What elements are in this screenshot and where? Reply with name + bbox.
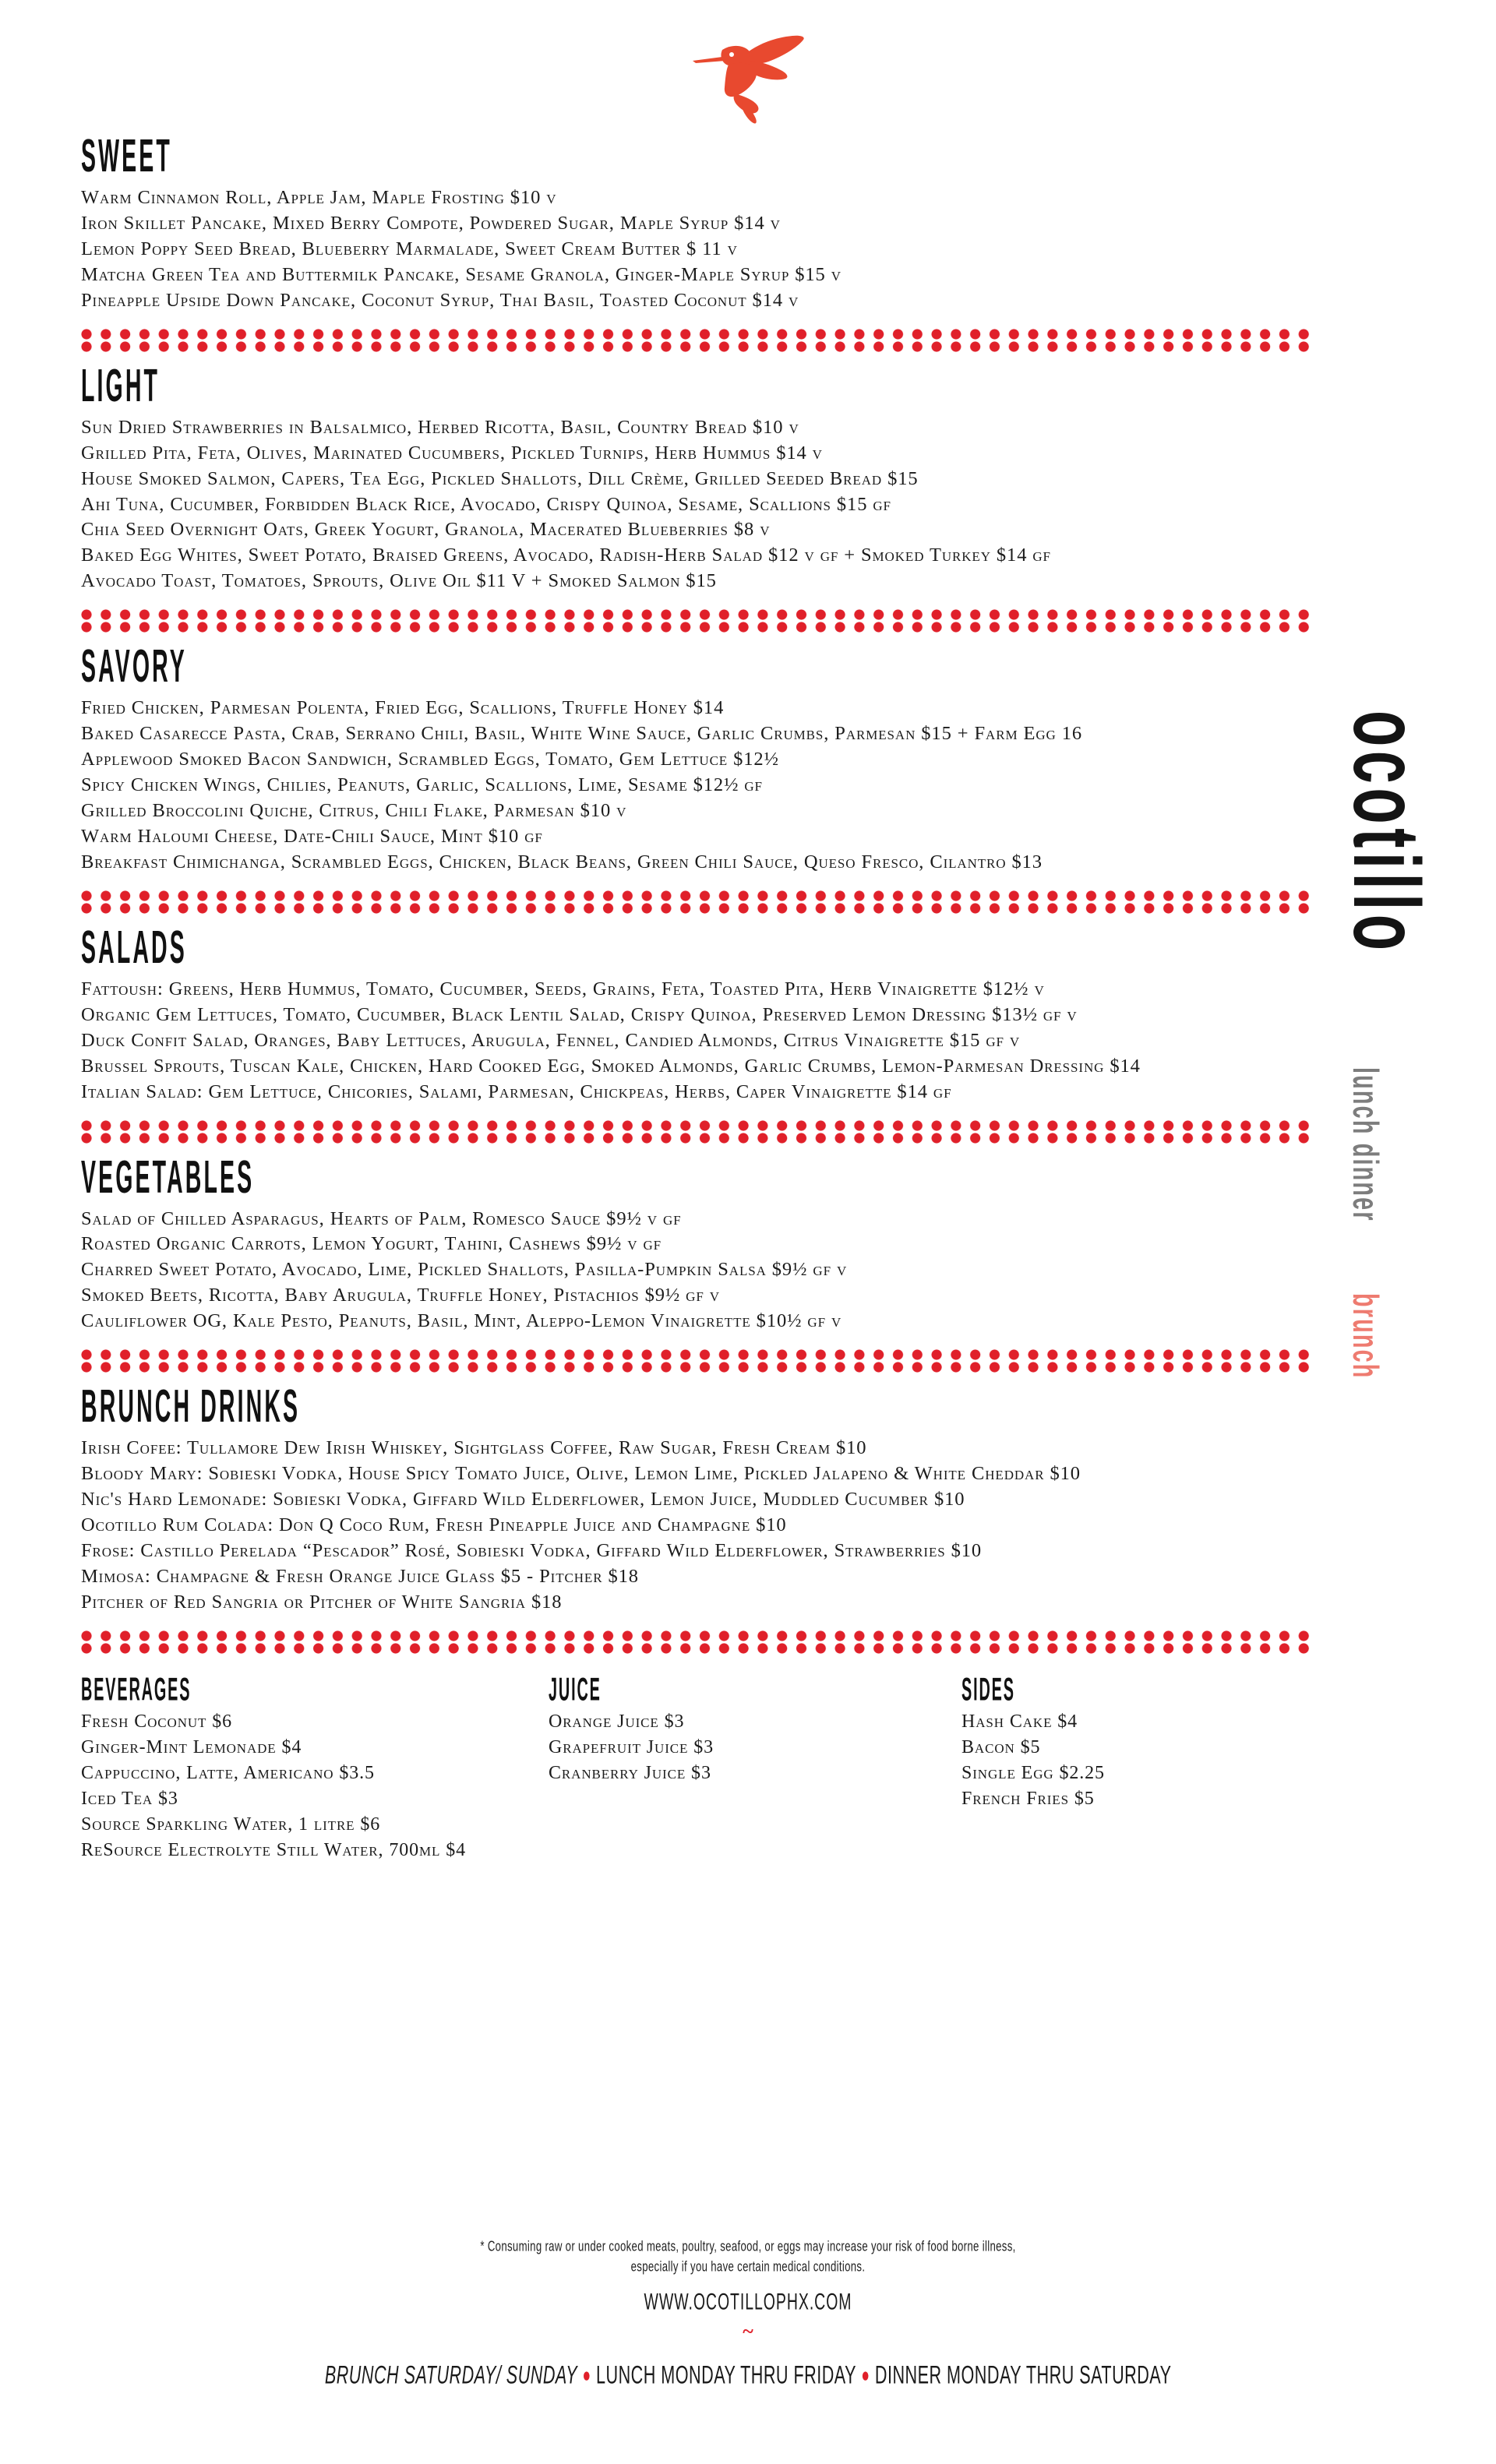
list-item: Fresh Coconut $6 (81, 1711, 233, 1732)
list-item: Hash Cake $4 (961, 1711, 1078, 1732)
hours-inner (325, 2361, 1172, 2390)
brand-sub-lunch-dinner: lunch dinner (1345, 1066, 1385, 1222)
column-items (961, 1709, 1289, 1812)
menu-section-light (81, 358, 1351, 595)
hours-brunch: BRUNCH SATURDAY/ SUNDAY (324, 2360, 577, 2389)
disclaimer-line-2: especially if you have certain medical conditions. (630, 2258, 866, 2275)
column-sides (961, 1670, 1289, 1864)
menu-item: House Smoked Salmon, Capers, Tea Egg, Pickled Shallots, Dill Crème, Grilled Seeded Bread $15 (81, 467, 919, 489)
menu-item: Grilled Pita, Feta, Olives, Marinated Cucumbers, Pickled Turnips, Herb Hummus $14 v (81, 442, 823, 464)
bullet-separator-icon: ● (582, 2363, 591, 2387)
dot-divider (81, 1119, 1317, 1146)
list-item: French Fries $5 (961, 1789, 1095, 1810)
column-items (549, 1709, 961, 1786)
column-heading: JUICE (549, 1670, 602, 1708)
menu-item: Organic Gem Lettuces, Tomato, Cucumber, Black Lentil Salad, Crispy Quinoa, Preserved Lemon Dressing $13½ gf v (81, 1003, 1078, 1025)
dot-divider (81, 328, 1317, 354)
menu-item: Roasted Organic Carrots, Lemon Yogurt, Tahini, Cashews $9½ v gf (81, 1233, 662, 1255)
menu-item: Bloody Mary: Sobieski Vodka, House Spicy Tomato Juice, Olive, Lemon Lime, Pickled Jalapeno & White Cheddar $10 (81, 1463, 1081, 1485)
menu-item: Baked Egg Whites, Sweet Potato, Braised Greens, Avocado, Radish-Herb Salad $12 v gf + Smoked Turkey $14 gf (81, 545, 1051, 566)
bottom-columns (81, 1670, 1351, 1864)
menu-item: Matcha Green Tea and Buttermilk Pancake, Sesame Granola, Ginger-Maple Syrup $15 v (81, 263, 842, 285)
menu-section-brunch-drinks (81, 1379, 1351, 1616)
menu-item: Breakfast Chimichanga, Scrambled Eggs, Chicken, Black Beans, Green Chili Sauce, Queso Fresco, Cilantro $13 (81, 851, 1043, 872)
menu-item: Warm Cinnamon Roll, Apple Jam, Maple Frosting $10 v (81, 187, 557, 208)
section-heading: BRUNCH DRINKS (81, 1379, 301, 1432)
dot-divider (81, 608, 1317, 635)
brand-sub-brunch: brunch (1345, 1292, 1385, 1380)
menu-item: Ahi Tuna, Cucumber, Forbidden Black Rice, Avocado, Crispy Quinoa, Sesame, Scallions $15 gf (81, 493, 891, 515)
list-item: Ginger-Mint Lemonade $4 (81, 1736, 302, 1757)
section-heading: LIGHT (81, 358, 161, 411)
section-heading: VEGETABLES (81, 1149, 255, 1203)
dot-divider (81, 890, 1317, 916)
menu-section-salads (81, 920, 1351, 1105)
menu-item: Pineapple Upside Down Pancake, Coconut Syrup, Thai Basil, Toasted Coconut $14 v (81, 289, 799, 311)
menu-item: Chia Seed Overnight Oats, Greek Yogurt, Granola, Macerated Blueberries $8 v (81, 519, 771, 541)
vertical-brand-rotated (1334, 710, 1440, 1413)
column-beverages (81, 1670, 549, 1864)
menu-item: Avocado Toast, Tomatoes, Sprouts, Olive Oil $11 V + Smoked Salmon $15 (81, 570, 717, 592)
menu-item: Salad of Chilled Asparagus, Hearts of Palm, Romesco Sauce $9½ v gf (81, 1207, 682, 1229)
menu-item: Applewood Smoked Bacon Sandwich, Scrambled Eggs, Tomato, Gem Lettuce $12½ (81, 749, 779, 770)
menu-item: Fattoush: Greens, Herb Hummus, Tomato, Cucumber, Seeds, Grains, Feta, Toasted Pita, Herb Vinaigrette $12½ v (81, 978, 1045, 999)
hours-lunch: LUNCH MONDAY THRU FRIDAY (595, 2360, 856, 2389)
dot-divider (81, 1348, 1317, 1375)
menu-item: Cauliflower OG, Kale Pesto, Peanuts, Basil, Mint, Aleppo-Lemon Vinaigrette $10½ gf v (81, 1310, 842, 1332)
menu-item: Ocotillo Rum Colada: Don Q Coco Rum, Fresh Pineapple Juice and Champagne $10 (81, 1514, 787, 1535)
brand-name: ocotillo (1334, 710, 1440, 955)
section-items (81, 696, 1351, 876)
menu-item: Irish Cofee: Tullamore Dew Irish Whiskey, Sightglass Coffee, Raw Sugar, Fresh Cream $10 (81, 1437, 867, 1459)
list-item: ReSource Electrolyte Still Water, 700ml $4 (81, 1840, 467, 1861)
section-items (81, 185, 1351, 314)
hours-bar (0, 2360, 1496, 2389)
dot-divider (81, 1630, 1317, 1656)
menu-item: Pitcher of Red Sangria or Pitcher of White Sangria $18 (81, 1591, 563, 1613)
hummingbird-icon (682, 26, 814, 128)
menu-section-vegetables (81, 1149, 1351, 1335)
menu-item: Warm Haloumi Cheese, Date-Chili Sauce, Mint $10 gf (81, 825, 543, 847)
menu-item: Smoked Beets, Ricotta, Baby Arugula, Truffle Honey, Pistachios $9½ gf v (81, 1285, 720, 1306)
list-item: Bacon $5 (961, 1736, 1041, 1757)
tilde-ornament: ~ (743, 2320, 753, 2343)
website-url[interactable]: WWW.OCOTILLOPHX.COM (644, 2289, 852, 2315)
menu-item: Iron Skillet Pancake, Mixed Berry Compote, Powdered Sugar, Maple Syrup $14 v (81, 212, 781, 234)
menu-item: Mimosa: Champagne & Fresh Orange Juice Glass $5 - Pitcher $18 (81, 1565, 639, 1587)
menu-item: Sun Dried Strawberries in Balsalmico, Herbed Ricotta, Basil, Country Bread $10 v (81, 416, 799, 438)
list-item: Orange Juice $3 (549, 1711, 685, 1732)
menu-item: Nic's Hard Lemonade: Sobieski Vodka, Giffard Wild Elderflower, Lemon Juice, Muddled Cucumber $10 (81, 1489, 965, 1510)
menu-item: Baked Casarecce Pasta, Crab, Serrano Chili, Basil, White Wine Sauce, Garlic Crumbs, Parmesan $15 + Farm Egg 16 (81, 723, 1083, 745)
menu-item: Brussel Sprouts, Tuscan Kale, Chicken, Hard Cooked Egg, Smoked Almonds, Garlic Crumbs, Lemon-Parmesan Dressing $14 (81, 1055, 1141, 1077)
section-heading: SWEET (81, 129, 172, 182)
menu-item: Grilled Broccolini Quiche, Citrus, Chili Flake, Parmesan $10 v (81, 800, 627, 821)
menu-item: Lemon Poppy Seed Bread, Blueberry Marmalade, Sweet Cream Butter $ 11 v (81, 238, 738, 259)
vertical-brand-strip (1334, 0, 1490, 2464)
menu-item: Duck Confit Salad, Oranges, Baby Lettuces, Arugula, Fennel, Candied Almonds, Citrus Vinaigrette $15 gf v (81, 1029, 1021, 1051)
column-juice (549, 1670, 961, 1864)
column-heading: SIDES (961, 1670, 1015, 1708)
hours-dinner: DINNER MONDAY THRU SATURDAY (874, 2360, 1172, 2389)
menu-item: Charred Sweet Potato, Avocado, Lime, Pickled Shallots, Pasilla-Pumpkin Salsa $9½ gf v (81, 1259, 848, 1281)
column-heading: BEVERAGES (81, 1670, 192, 1708)
menu-section-sweet (81, 129, 1351, 314)
menu-item: Frose: Castillo Perelada “Pescador” Rosé, Sobieski Vodka, Giffard Wild Elderflower, Strawberries $10 (81, 1539, 983, 1561)
disclaimer-line-1: * Consuming raw or under cooked meats, poultry, seafood, or eggs may increase your risk of food borne illness, (480, 2238, 1016, 2254)
list-item: Source Sparkling Water, 1 litre $6 (81, 1814, 381, 1835)
list-item: Grapefruit Juice $3 (549, 1736, 714, 1757)
list-item: Cranberry Juice $3 (549, 1762, 711, 1783)
section-heading: SALADS (81, 920, 187, 973)
logo-container (0, 26, 1496, 128)
list-item: Cappuccino, Latte, Americano $3.5 (81, 1762, 375, 1783)
menu-content (81, 129, 1351, 1863)
bullet-separator-icon: ● (861, 2363, 870, 2387)
section-items (81, 415, 1351, 595)
page-footer (0, 2237, 1496, 2342)
section-items (81, 977, 1351, 1105)
list-item: Single Egg $2.25 (961, 1762, 1105, 1783)
menu-item: Fried Chicken, Parmesan Polenta, Fried Egg, Scallions, Truffle Honey $14 (81, 697, 725, 719)
section-items (81, 1207, 1351, 1335)
menu-section-savory (81, 639, 1351, 876)
column-items (81, 1709, 549, 1864)
menu-item: Italian Salad: Gem Lettuce, Chicories, Salami, Parmesan, Chickpeas, Herbs, Caper Vinaigrette $14 gf (81, 1080, 952, 1102)
list-item: Iced Tea $3 (81, 1789, 178, 1810)
section-heading: SAVORY (81, 639, 187, 693)
section-items (81, 1436, 1351, 1616)
menu-item: Spicy Chicken Wings, Chilies, Peanuts, Garlic, Scallions, Lime, Sesame $12½ gf (81, 774, 763, 796)
